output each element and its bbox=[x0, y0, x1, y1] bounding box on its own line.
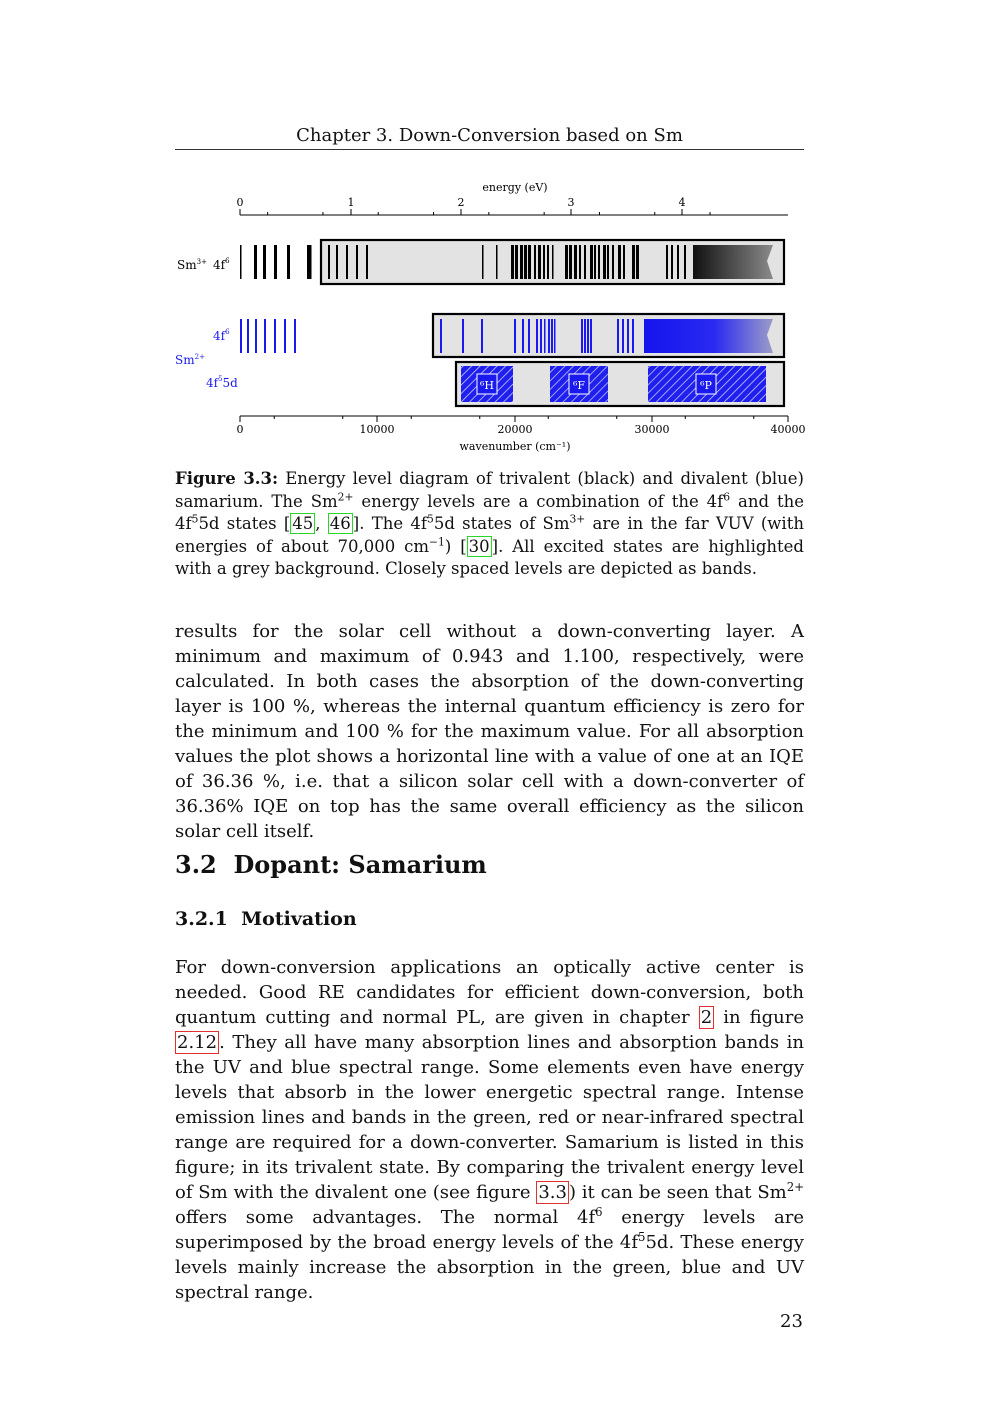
sm3-level-line bbox=[598, 245, 600, 279]
sm2-level-line bbox=[274, 319, 276, 353]
citation-link[interactable]: 30 bbox=[468, 536, 490, 556]
sm3-level-line bbox=[528, 245, 531, 279]
sm2-config-4f5d: $4f^55d$ bbox=[206, 375, 238, 390]
sm3-ground-levels bbox=[254, 245, 312, 279]
sm3-level-line bbox=[366, 245, 368, 279]
subsection-heading: 3.2.1 Motivation bbox=[175, 908, 357, 930]
running-head: Chapter 3. Down-Conversion based on Sm bbox=[296, 125, 683, 146]
section-heading: 3.2 Dopant: Samarium bbox=[175, 850, 487, 879]
caption-sup: −1 bbox=[429, 535, 445, 548]
sm2-level-line bbox=[247, 319, 249, 353]
caption-text: ) [ bbox=[444, 536, 467, 556]
caption-text: ]. The 4f bbox=[352, 514, 427, 533]
sm2-level-line bbox=[587, 319, 589, 353]
citation-link[interactable]: 46 bbox=[329, 514, 351, 533]
sm2-level-line bbox=[551, 319, 553, 353]
sm2-level-line bbox=[240, 319, 242, 353]
caption-sup: 5 bbox=[191, 512, 199, 526]
caption-text: Energy level diagram of trivalent (black) and divalent (blue) samarium. The Sm bbox=[175, 469, 804, 511]
bottom-axis-tick-label: 30000 bbox=[634, 423, 670, 436]
bottom-axis-tick-label: 20000 bbox=[497, 423, 533, 436]
para-text: For down-conversion applications an optically active center is needed. Good RE candidates for efficient down-conversion, both quantum cutting and normal PL, are given in chapter bbox=[175, 957, 804, 1028]
sm3-level-line bbox=[671, 245, 673, 279]
top-axis-tick-label: 4 bbox=[678, 196, 686, 209]
caption-label: Figure 3.3: bbox=[175, 469, 279, 488]
sm3-level-line bbox=[618, 245, 621, 279]
caption-sup: 2+ bbox=[337, 490, 354, 503]
para-text: offers some advantages. The normal 4f bbox=[175, 1207, 596, 1228]
figure-caption bbox=[175, 468, 804, 581]
sm3-level-line bbox=[684, 245, 686, 279]
caption-text: , bbox=[315, 514, 328, 533]
sm3-level-line bbox=[482, 245, 484, 279]
body-paragraph-2 bbox=[175, 955, 804, 1305]
caption-text: and the 4f bbox=[175, 491, 804, 533]
sm3-level-line bbox=[538, 245, 541, 279]
top-axis-tick-label: 1 bbox=[347, 196, 355, 209]
sm2-level-line bbox=[514, 319, 516, 353]
sm3-level-line bbox=[524, 245, 527, 279]
sm3-band-gradient bbox=[693, 245, 773, 279]
sm2-level-line bbox=[264, 319, 266, 353]
para-text: ) it can be seen that Sm bbox=[568, 1182, 787, 1203]
sm2-level-line bbox=[528, 319, 530, 353]
sm2-config-4f: $4f^6$ bbox=[213, 328, 230, 343]
sm3-level-line bbox=[565, 245, 568, 279]
sm3-level-line bbox=[569, 245, 572, 279]
band-6P-label: ⁶P bbox=[700, 379, 712, 392]
caption-sup: 5 bbox=[427, 512, 434, 526]
sm3-level-line bbox=[263, 245, 266, 279]
sm2-level-line bbox=[481, 319, 483, 353]
sm3-level-line bbox=[677, 245, 679, 279]
para-text: . They all have many absorption lines and absorption bands in the UV and blue spectral range. Some elements even have energy levels that absorb in the lower energetic spectral range. Intense emission lines and bands in the green, red or near-infrared spectral range are required for a down-converter. Samarium is listed in this figure; in its trivalent state. By comparing the trivalent energy level of Sm with the divalent one (see figure bbox=[175, 1032, 804, 1203]
bottom-axis-tick-label: 40000 bbox=[770, 423, 806, 436]
bottom-axis-ticks bbox=[237, 416, 806, 436]
sm3-level-line bbox=[666, 245, 668, 279]
top-axis-ticks bbox=[237, 196, 711, 215]
para-text: energy levels are superimposed by the broad energy levels of the 4f bbox=[175, 1207, 804, 1253]
para-sup: 6 bbox=[595, 1205, 603, 1219]
sm2-level-line bbox=[540, 319, 542, 353]
caption-sup: 6 bbox=[723, 490, 731, 503]
sm3-level-line bbox=[534, 245, 536, 279]
sm2-level-line bbox=[548, 319, 550, 353]
sm3-level-line bbox=[496, 245, 498, 279]
top-axis-label: energy (eV) bbox=[482, 181, 548, 194]
caption-text: energy levels are a combination of the 4f bbox=[353, 491, 724, 511]
caption-text: ]. All excited states are highlighted with a grey background. Closely spaced levels are depicted as bands. bbox=[175, 536, 804, 578]
top-axis-tick-label: 3 bbox=[567, 196, 575, 209]
sm2-level-line bbox=[590, 319, 592, 353]
header-rule bbox=[175, 149, 804, 150]
sm3-level-line bbox=[636, 245, 639, 279]
energy-level-figure bbox=[170, 175, 810, 460]
sm3-level-line bbox=[632, 245, 635, 279]
sm2-level-line bbox=[294, 319, 296, 353]
top-axis-tick-label: 2 bbox=[457, 196, 465, 209]
sm3-level-line bbox=[515, 245, 518, 279]
sm2-level-line bbox=[255, 319, 257, 353]
sm2-level-line bbox=[627, 319, 629, 353]
page-number: 23 bbox=[780, 1311, 803, 1332]
sm3-level-line bbox=[579, 245, 581, 279]
sm2-level-line bbox=[581, 319, 583, 353]
citation-link[interactable]: 45 bbox=[292, 514, 314, 533]
figure-link[interactable]: 2.12 bbox=[177, 1032, 218, 1053]
sm3-level-line bbox=[356, 245, 358, 279]
sm3-level-line bbox=[346, 245, 348, 279]
sm2-level-line bbox=[462, 319, 464, 353]
band-6H-label: ⁶H bbox=[479, 379, 495, 392]
bottom-axis-tick-label: 0 bbox=[236, 423, 244, 436]
bottom-axis-label: wavenumber (cm⁻¹) bbox=[459, 440, 571, 453]
sm2-level-line bbox=[536, 319, 538, 353]
sm3-level-line bbox=[547, 245, 549, 279]
sm3-level-line bbox=[274, 245, 277, 279]
sm3-level-line bbox=[254, 245, 257, 279]
sm2-level-line bbox=[617, 319, 619, 353]
sm3-level-line bbox=[511, 245, 514, 279]
sm3-axis-mark bbox=[240, 245, 242, 279]
sm2-level-line bbox=[632, 319, 634, 353]
bottom-axis-tick-label: 10000 bbox=[359, 423, 395, 436]
sm2-level-line bbox=[522, 319, 524, 353]
para-text: 5d. These energy levels mainly increase the absorption in the green, blue and UV spectral range. bbox=[175, 1232, 804, 1303]
sm3-config: $4f^6$ bbox=[213, 257, 230, 272]
para-text: in figure bbox=[714, 1007, 805, 1028]
sm3-level-line bbox=[590, 245, 593, 279]
sm3-level-line bbox=[543, 245, 545, 279]
sm3-level-line bbox=[623, 245, 625, 279]
sm2-level-line bbox=[622, 319, 624, 353]
caption-text: 5d states [ bbox=[198, 514, 291, 533]
sm3-label: $Sm^{3+}$ bbox=[177, 258, 207, 272]
sm2-band-gradient bbox=[644, 319, 773, 353]
sm3-level-line bbox=[328, 245, 330, 279]
caption-text: are in the far VUV (with energies of about 70,000 cm bbox=[175, 514, 804, 556]
sm2-label: $Sm^{2+}$ bbox=[175, 353, 205, 367]
sm3-level-line bbox=[594, 245, 596, 279]
figure-link[interactable]: 3.3 bbox=[538, 1182, 567, 1203]
sm3-level-line bbox=[307, 245, 310, 279]
caption-sup: 3+ bbox=[569, 512, 586, 526]
sm3-level-line bbox=[520, 245, 523, 279]
sm3-level-line bbox=[287, 245, 290, 279]
sm3-level-line bbox=[607, 245, 609, 279]
sm3-level-line bbox=[310, 245, 312, 279]
para-sup: 2+ bbox=[786, 1180, 804, 1194]
para-sup: 5 bbox=[638, 1230, 646, 1244]
caption-text: 5d states of Sm bbox=[433, 514, 570, 533]
chapter-link[interactable]: 2 bbox=[700, 1007, 713, 1028]
sm2-ground-levels bbox=[240, 319, 296, 353]
sm3-level-line bbox=[603, 245, 606, 279]
sm2-level-line bbox=[584, 319, 586, 353]
band-6F-label: ⁶F bbox=[572, 379, 586, 392]
sm3-level-line bbox=[612, 245, 614, 279]
body-paragraph-1: results for the solar cell without a down-converting layer. A minimum and maximum of 0.943 and 1.100, respectively, were calculated. In both cases the absorption of the down-converting layer is 100 %, whereas the internal quantum efficiency is zero for the minimum and 100 % for the maximum value. For all absorption values the plot shows a horizontal line with a value of one at an IQE of 36.36 %, i.e. that a silicon solar cell with a down-converter of 36.36% IQE on top has the same overall efficiency as the silicon solar cell itself. bbox=[175, 621, 804, 842]
sm3-level-line bbox=[552, 245, 554, 279]
sm2-level-line bbox=[440, 319, 442, 353]
sm3-level-line bbox=[574, 245, 577, 279]
top-axis-tick-label: 0 bbox=[236, 196, 244, 209]
sm2-level-line bbox=[544, 319, 546, 353]
sm2-level-line bbox=[284, 319, 286, 353]
sm2-level-line bbox=[554, 319, 556, 353]
sm3-level-line bbox=[336, 245, 338, 279]
sm3-level-line bbox=[584, 245, 586, 279]
